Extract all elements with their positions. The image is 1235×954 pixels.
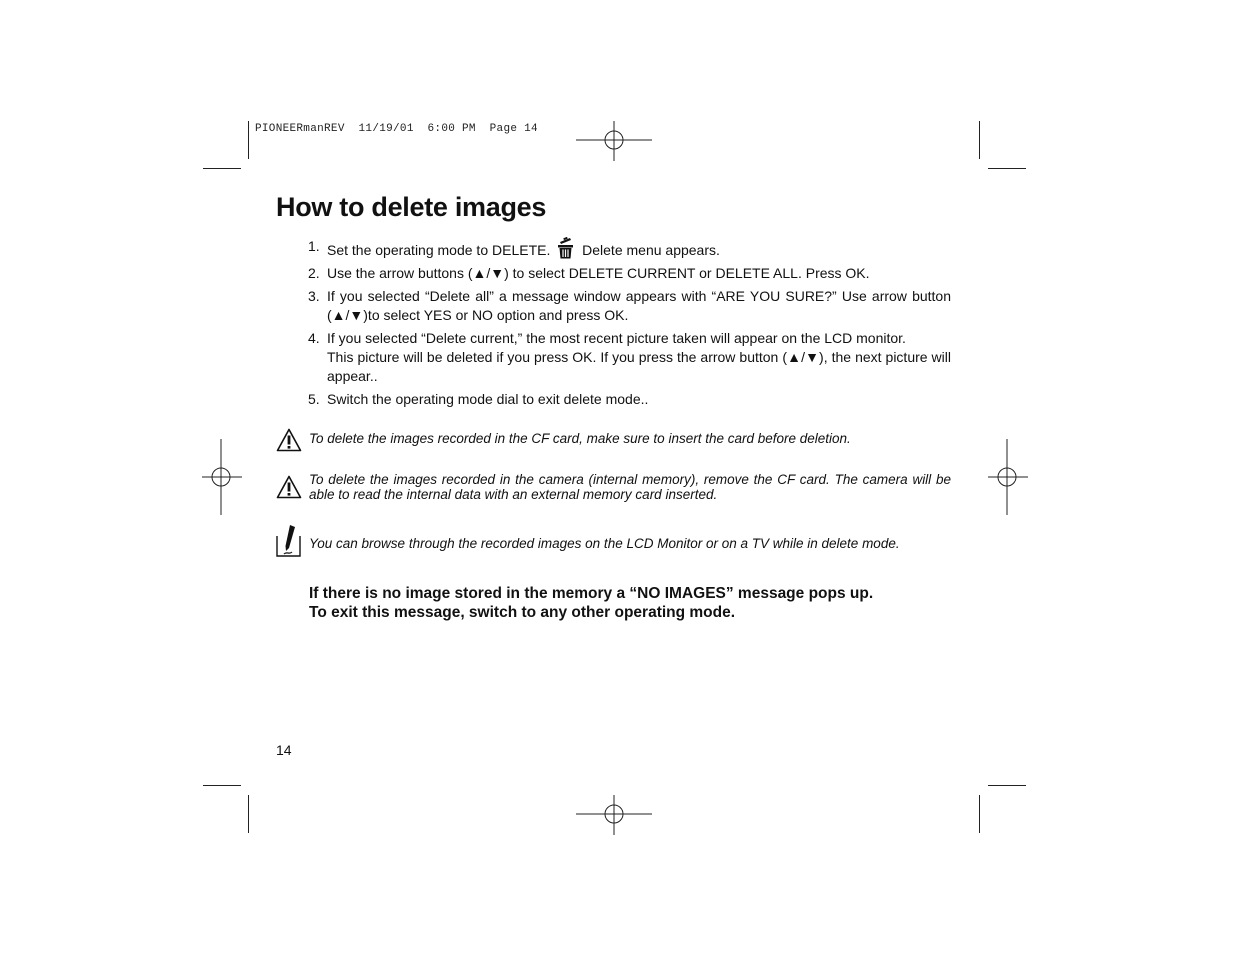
- step-text: Switch the operating mode dial to exit delete mode..: [327, 391, 649, 407]
- step-text: This picture will be deleted if you press OK. If you press the arrow button (▲/▼), the next picture will appear..: [327, 349, 951, 384]
- step-number: 2.: [308, 265, 320, 281]
- trash-icon: [557, 237, 574, 259]
- list-item: [308, 264, 951, 283]
- message-line: To exit this message, switch to any other operating mode.: [309, 604, 736, 621]
- registration-mark-icon: [576, 795, 652, 835]
- list-item: [308, 237, 951, 260]
- warning-icon: [276, 428, 302, 452]
- step-text: Delete menu appears.: [582, 242, 720, 258]
- memo-icon: [276, 524, 302, 558]
- caution-note: [276, 472, 951, 502]
- warning-icon: [276, 475, 302, 499]
- registration-mark-icon: [988, 439, 1028, 515]
- list-item: [308, 287, 951, 325]
- step-number: 4.: [308, 330, 320, 346]
- step-text: If you selected “Delete current,” the most recent picture taken will appear on the LCD monitor.: [327, 330, 906, 346]
- crop-mark: [979, 121, 980, 159]
- crop-mark: [988, 168, 1026, 169]
- page-title: How to delete images: [276, 192, 547, 222]
- steps-list: [308, 237, 951, 413]
- caution-note: [276, 431, 951, 446]
- note-text: To delete the images recorded in the camera (internal memory), remove the CF card. The camera will be able to read the internal data with an external memory card inserted.: [309, 472, 951, 502]
- crop-mark: [203, 785, 241, 786]
- step-number: 3.: [308, 288, 320, 304]
- message-line: If there is no image stored in the memory a “NO IMAGES” message pops up.: [309, 585, 874, 602]
- printer-slug: PIONEERmanREV 11/19/01 6:00 PM Page 14: [255, 123, 538, 135]
- step-text: Set the operating mode to DELETE.: [327, 242, 551, 258]
- step-number: 1.: [308, 238, 320, 254]
- memo-note: [276, 536, 951, 551]
- registration-mark-icon: [576, 121, 652, 161]
- note-text: You can browse through the recorded images on the LCD Monitor or on a TV while in delete mode.: [309, 536, 900, 551]
- list-item: [308, 329, 951, 386]
- step-text: Use the arrow buttons (▲/▼) to select DELETE CURRENT or DELETE ALL. Press OK.: [327, 265, 870, 281]
- list-item: [308, 390, 951, 409]
- page-number: 14: [276, 742, 292, 758]
- crop-mark: [988, 785, 1026, 786]
- crop-mark: [248, 795, 249, 833]
- step-number: 5.: [308, 391, 320, 407]
- registration-mark-icon: [202, 439, 242, 515]
- note-text: To delete the images recorded in the CF card, make sure to insert the card before deletion.: [309, 431, 851, 446]
- crop-mark: [203, 168, 241, 169]
- step-text: If you selected “Delete all” a message window appears with “ARE YOU SURE?” Use arrow button (▲/▼)to select YES or NO option and press OK.: [327, 288, 951, 323]
- no-images-message: [309, 584, 873, 622]
- crop-mark: [248, 121, 249, 159]
- crop-mark: [979, 795, 980, 833]
